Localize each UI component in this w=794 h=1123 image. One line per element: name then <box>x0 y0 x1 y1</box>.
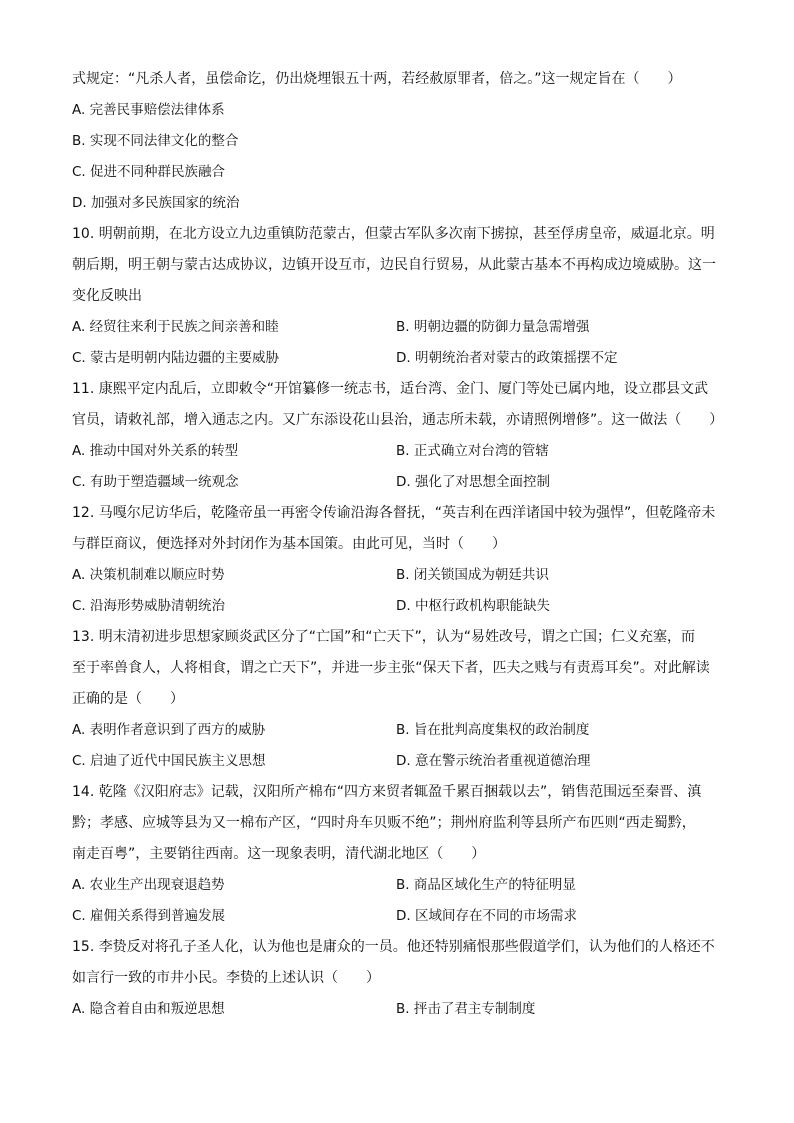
option-b: B. 正式确立对台湾的管辖 <box>396 443 549 459</box>
question-9-option-d: D. 加强对多民族国家的统治 <box>72 195 240 211</box>
option-a: A. 农业生产出现衰退趋势 <box>72 877 225 893</box>
question-14 <box>72 777 724 932</box>
question-10 <box>72 219 724 374</box>
question-stem-line: 朝后期，明王朝与蒙古达成协议，边镇开设互市，边民自行贸易，从此蒙古基本不再构成边境威胁。这一 <box>72 257 716 273</box>
exam-page <box>72 64 724 1025</box>
options-row <box>72 591 724 622</box>
options-row <box>72 715 724 746</box>
question-9-option-c: C. 促进不同种群民族融合 <box>72 164 226 180</box>
question-stem-line: 黔；孝感、应城等县为又一棉布产区，“四时舟车贝贩不绝”；荆州府监利等县所产布匹则“西走蜀黔， <box>72 815 696 831</box>
question-9-tail <box>72 64 724 219</box>
question-stem-line: 正确的是（ ） <box>72 691 184 707</box>
question-stem-line: 官员，请敕礼部，增入通志之内。又广东添设花山县治，通志所未载，亦请照例增修”。这一做法（ ） <box>72 412 724 428</box>
option-a: A. 隐含着自由和叛逆思想 <box>72 1001 225 1017</box>
question-13 <box>72 622 724 777</box>
option-d: D. 强化了对思想全面控制 <box>396 474 550 490</box>
option-d: D. 中枢行政机构职能缺失 <box>396 598 550 614</box>
option-c: C. 启迪了近代中国民族主义思想 <box>72 753 266 769</box>
question-12 <box>72 498 724 622</box>
options-row <box>72 560 724 591</box>
option-b: B. 旨在批判高度集权的政治制度 <box>396 722 590 738</box>
question-stem-line: 如言行一致的市井小民。李贽的上述认识（ ） <box>72 970 380 986</box>
question-9-option-b: B. 实现不同法律文化的整合 <box>72 133 239 149</box>
option-c: C. 有助于塑造疆域一统观念 <box>72 474 239 490</box>
option-c: C. 沿海形势威胁清朝统治 <box>72 598 226 614</box>
question-11 <box>72 374 724 498</box>
options-row <box>72 994 724 1025</box>
question-stem-line: 15. 李贽反对将孔子圣人化，认为他也是庸众的一员。他还特别痛恨那些假道学们，认为他们的人格还不 <box>72 939 715 955</box>
question-9-stem: 式规定：“凡杀人者，虽偿命讫，仍出烧埋银五十两，若经赦原罪者，倍之。”这一规定旨在（ ） <box>72 71 682 87</box>
question-stem-line: 变化反映出 <box>72 288 142 304</box>
question-stem-line: 14. 乾隆《汉阳府志》记载，汉阳所产棉布“四方来贸者辄盈千累百捆载以去”，销售范围远至秦晋、滇 <box>72 784 702 800</box>
option-a: A. 推动中国对外关系的转型 <box>72 443 239 459</box>
options-row <box>72 343 724 374</box>
options-row <box>72 467 724 498</box>
options-row <box>72 312 724 343</box>
option-b: B. 闭关锁国成为朝廷共识 <box>396 567 549 583</box>
option-d: D. 明朝统治者对蒙古的政策摇摆不定 <box>396 350 618 366</box>
option-b: B. 明朝边疆的防御力量急需增强 <box>396 319 590 335</box>
question-stem-line: 13. 明末清初进步思想家顾炎武区分了“亡国”和“亡天下”，认为“易姓改号，谓之亡国；仁义充塞，而 <box>72 629 695 645</box>
option-a: A. 表明作者意识到了西方的威胁 <box>72 722 266 738</box>
question-stem-line: 至于率兽食人，人将相食，谓之亡天下”，并进一步主张“保天下者，匹夫之贱与有责焉耳矣”。对此解读 <box>72 660 710 676</box>
options-row <box>72 870 724 901</box>
option-c: C. 雇佣关系得到普遍发展 <box>72 908 226 924</box>
option-c: C. 蒙古是明朝内陆边疆的主要威胁 <box>72 350 280 366</box>
option-a: A. 决策机制难以顺应时势 <box>72 567 225 583</box>
question-stem-line: 11. 康熙平定内乱后，立即敕令“开馆纂修一统志书，适台湾、金门、厦门等处已属内地，设立郡县文武 <box>72 381 708 397</box>
question-stem-line: 12. 马嘎尔尼访华后，乾隆帝虽一再密令传谕沿海各督抚，“英吉利在西洋诸国中较为强悍”，但乾隆帝未 <box>72 505 716 521</box>
question-stem-line: 南走百粤”，主要销往西南。这一现象表明，清代湖北地区（ ） <box>72 846 486 862</box>
option-b: B. 抨击了君主专制制度 <box>396 1001 536 1017</box>
option-a: A. 经贸往来利于民族之间亲善和睦 <box>72 319 279 335</box>
option-d: D. 区域间存在不同的市场需求 <box>396 908 577 924</box>
options-row <box>72 436 724 467</box>
question-9-option-a: A. 完善民事赔偿法律体系 <box>72 102 225 118</box>
option-b: B. 商品区域化生产的特征明显 <box>396 877 576 893</box>
question-15 <box>72 932 724 1025</box>
option-d: D. 意在警示统治者重视道德治理 <box>396 753 591 769</box>
options-row <box>72 901 724 932</box>
question-stem-line: 与群臣商议，便选择对外封闭作为基本国策。由此可见，当时（ ） <box>72 536 506 552</box>
question-stem-line: 10. 明朝前期，在北方设立九边重镇防范蒙古，但蒙古军队多次南下掳掠，甚至俘虏皇帝，威逼北京。明 <box>72 226 715 242</box>
options-row <box>72 746 724 777</box>
